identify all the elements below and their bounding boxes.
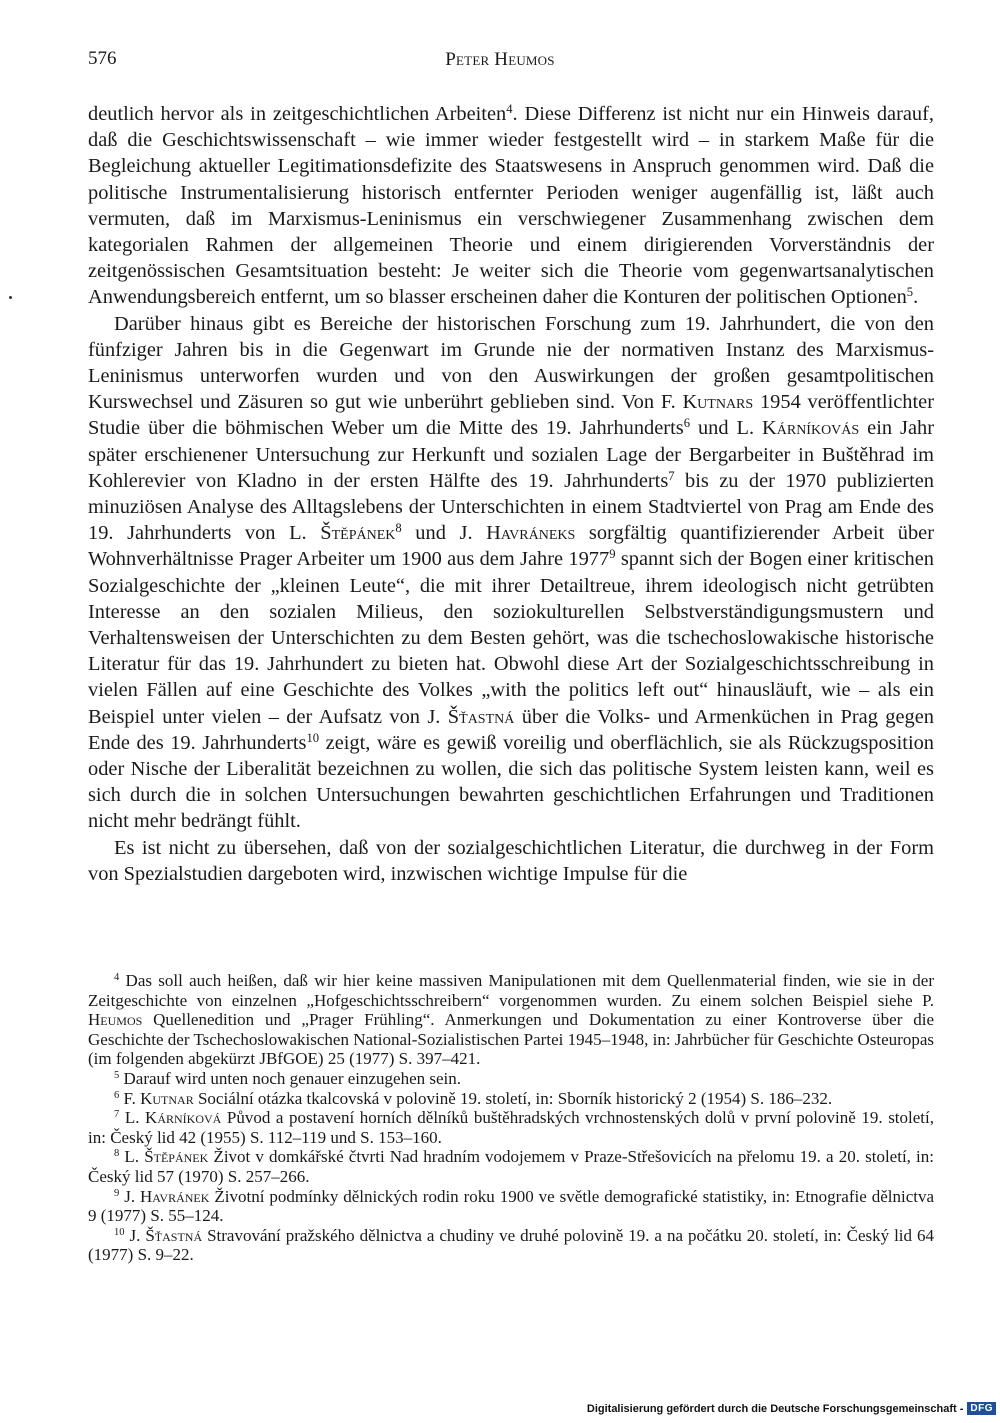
text-run: und J. [401, 522, 487, 545]
text-run: L. [119, 1108, 146, 1128]
footnote-number: 9 [114, 1187, 120, 1199]
text-run: J. [119, 1186, 141, 1206]
footnote-ref[interactable]: 8 [395, 521, 402, 536]
footnote-6 [88, 1089, 934, 1109]
author-name: Heumos [88, 1010, 143, 1030]
text-run: sorgfältig quantifizierender Arbeit über Wohnverhältnisse Prager Arbeiter um 1900 aus dem Jahre 1977 [88, 522, 934, 571]
footnote-number: 6 [114, 1089, 120, 1101]
text-run: Darauf wird unten noch genauer einzugehen sein. [119, 1068, 462, 1088]
footnote-5 [88, 1069, 934, 1089]
footnote-number: 8 [114, 1148, 120, 1160]
text-run: L. [119, 1147, 145, 1167]
footnote-4 [88, 971, 934, 1069]
footnote-9 [88, 1187, 934, 1226]
text-run: . Diese Differenz ist nicht nur ein Hinweis darauf, daß die Geschichtswissenschaft – wie immer wieder festgestellt wird – in starkem Maße für die Begleichung aktueller Legitimationsdefizite des Staatswesens in Anspruch genommen wird. Daß die politische Instrumentalisierung historisch entfernter Perioden weniger augenfällig ist, läßt auch vermuten, daß im Marxismus-Leninismus ein verschwiegener Zusammenhang zwischen dem kategorialen Rahmen der allgemeinen Theorie und einem dirigierenden Vorverständnis der zeitgenössischen Gesamtsituation besteht: Je weiter sich die Theorie vom gegenwartsanalytischen Anwendungsbereich entfernt, um so blasser erscheinen daher die Konturen der politischen Optionen [88, 103, 934, 309]
paragraph-1 [88, 101, 934, 311]
text-run: spannt sich der Bogen einer kritischen Sozialgeschichte der „kleinen Leute“, die mit ihrer Detailtreue, ihrem ideologisch nicht getrübten Interesse an den sozialen Milieus, den soziokulturellen Selbstverständigungsmustern und Verhaltensweisen der Unterschichten zu dem Besten gehört, was die tschechoslowakische historische Literatur für das 19. Jahrhundert zu bieten hat. Obwohl diese Art der Sozialgeschichtsschreibung in vielen Fällen auf eine Geschichte des Volkes „with the politics left out“ hinausläuft, wie – als ein Beispiel unter vielen – der Aufsatz von J. [88, 548, 934, 728]
body-text [88, 101, 934, 887]
text-run: und L. [690, 417, 763, 440]
footnote-number: 10 [114, 1226, 125, 1238]
footnote-number: 4 [114, 972, 120, 984]
text-run: Původ a postavení horních dělníků buštěhradských vrchnostenských dolů v první polovině 19. století, in: Český lid 42 (1955) S. 112–119 und S. 153–160. [88, 1108, 934, 1147]
author-name: Kárníková [145, 1108, 222, 1128]
paragraph-3: Es ist nicht zu übersehen, daß von der sozialgeschichtlichen Literatur, die durchweg in der Form von Spezialstudien dargeboten wird, inzwischen wichtige Impulse für die [88, 836, 934, 885]
text-run: Život v domkářské čtvrti Nad hradním vodojemem v Praze-Střešovicích na přelomu 19. a 20. století, in: Český lid 57 (1970) S. 257–266. [88, 1147, 934, 1186]
credit-text: Digitalisierung gefördert durch die Deutsche Forschungsgemeinschaft - [586, 1402, 964, 1415]
text-run: über die Volks- und Armenküchen in Prag gegen Ende des 19. Jahrhunderts [88, 705, 934, 754]
footnote-ref[interactable]: 10 [306, 730, 320, 745]
text-run: Das soll auch heißen, daß wir hier keine massiven Manipulationen mit dem Quellenmaterial finden, wie sie in der Zeitgeschichte von einzelnen „Hofgeschichtsschreibern“ vorgenommen wurden. Zu einem solchen Beispiel siehe P. [88, 971, 934, 1010]
footnote-ref[interactable]: 9 [609, 547, 616, 562]
footnote-number: 7 [114, 1109, 120, 1121]
author-name: Štěpánek [144, 1147, 209, 1167]
text-run: deutlich hervor als in zeitgeschichtlichen Arbeiten [88, 103, 507, 125]
page-number: 576 [88, 48, 117, 69]
author-name: Kutnars [682, 391, 754, 414]
footnote-8 [88, 1147, 934, 1186]
author-name: Kárníkovás [762, 417, 860, 440]
footnote-ref[interactable]: 6 [683, 416, 690, 431]
footnote-10 [88, 1226, 934, 1265]
paragraph-2 [88, 311, 934, 835]
text-run: zeigt, wäre es gewiß voreilig und oberflächlich, sie als Rückzugsposition oder Nische der Liberalität bezeichnen zu wollen, die sich das politische System leisten kann, weil es sich durch die in solchen Untersuchungen bewahrten geschichtlichen Erfahrungen und Traditionen nicht mehr bedrängt fühlt. [88, 731, 934, 833]
footnote-7 [88, 1108, 934, 1147]
author-name: Kutnar [140, 1088, 194, 1108]
footnote-number: 5 [114, 1070, 120, 1082]
running-head: Peter Heumos [445, 49, 555, 70]
text-run: J. [124, 1225, 146, 1245]
author-name: Havráneks [486, 522, 576, 545]
text-run: Stravování pražského dělnictva a chudiny ve druhé polovině 19. a na počátku 20. století, in: Český lid 64 (1977) S. 9–22. [88, 1225, 934, 1265]
footnotes [88, 971, 934, 1265]
footnote-ref[interactable]: 7 [668, 468, 675, 483]
author-name: Šťastná [145, 1225, 203, 1245]
digitization-credit [587, 1402, 996, 1415]
text-run: Životní podmínky dělnických rodin roku 1900 ve světle demografické statistiky, in: Etnografie dělnictva 9 (1977) S. 55–124. [88, 1186, 935, 1226]
text-run: Quellenedition und „Prager Frühling“. Anmerkungen und Dokumentation zu einer Kontroverse über die Geschichte der Tschechoslowakischen National-Sozialistischen Partei 1945–1948, in: Jahrbücher für Geschichte Osteuropas (im folgenden abgekürzt JBfGOE) 25 (1977) S. 397–421. [88, 1010, 934, 1069]
author-name: Štěpánek [320, 522, 396, 545]
text-run: F. [119, 1088, 141, 1108]
text-run: Sociální otázka tkalcovská v polovině 19. století, in: Sborník historický 2 (1954) S. 186–232. [193, 1088, 833, 1108]
text-run: . [913, 286, 919, 309]
text-run: ein Jahr später erschienener Untersuchung zur Herkunft und sozialen Lage der Bergarbeiter in Buštěhrad im Kohlerevier von Kladno in der ersten Hälfte des 19. Jahrhunderts [88, 417, 934, 492]
author-name: Šťastná [447, 705, 515, 728]
footnote-ref[interactable]: 4 [506, 102, 513, 117]
text-run: bis zu der 1970 publizierten minuziösen Analyse des Alltagslebens der Unterschichten in einem Stadtviertel von Prag am Ende des 19. Jahrhunderts von L. [88, 469, 934, 545]
scan-speck [9, 296, 12, 299]
author-name: Havránek [140, 1186, 210, 1206]
footnote-ref[interactable]: 5 [906, 285, 914, 300]
text-run: 1954 veröffentlichter Studie über die böhmischen Weber um die Mitte des 19. Jahrhunderts [88, 391, 934, 440]
text-run: Darüber hinaus gibt es Bereiche der historischen Forschung zum 19. Jahrhundert, die von den fünfziger Jahren bis in die Gegenwart im Grunde nie der normativen Instanz des Marxismus-Leninismus unterworfen wurden und von den Auswirkungen der großen gesamtpolitischen Kurswechsel und Zäsuren so gut wie unberührt geblieben sind. Von F. [88, 312, 934, 414]
dfg-logo: DFG [967, 1402, 996, 1415]
